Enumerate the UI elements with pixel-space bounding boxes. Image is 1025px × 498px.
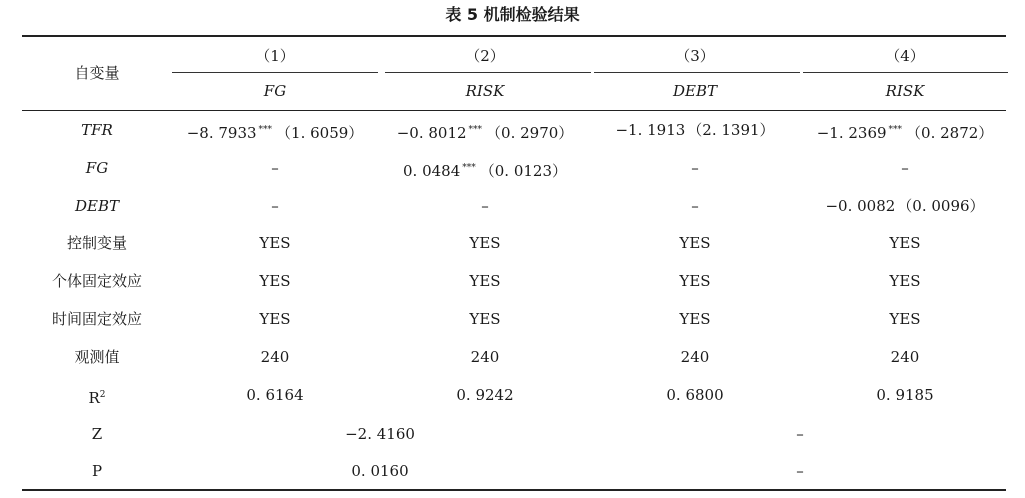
table-cell (172, 158, 378, 178)
row-label (22, 196, 172, 216)
table-cell (592, 385, 798, 405)
standard-error: （1. 6059） (276, 124, 364, 142)
coefficient: – (901, 159, 909, 177)
model-label: （3） (675, 47, 715, 65)
table-cell (802, 309, 1008, 329)
coefficient: 240 (470, 348, 500, 366)
table-cell (802, 120, 1008, 143)
coefficient: YES (679, 234, 711, 252)
table-cell (802, 385, 1008, 405)
dependent-variable: RISK (885, 82, 925, 100)
standard-error: （0. 0096） (897, 197, 985, 215)
row-label: Z (91, 425, 103, 443)
table-cell (802, 196, 1008, 216)
table-cell (592, 271, 798, 291)
coefficient: −1. 1913 (615, 121, 686, 139)
row-label (22, 309, 172, 329)
table-cell (592, 158, 798, 178)
coefficient: 0. 6164 (246, 386, 304, 404)
significance-stars: *** (462, 163, 476, 173)
standard-error: （0. 2970） (486, 124, 574, 142)
top-rule (22, 35, 1006, 37)
table-cell (592, 233, 798, 253)
model-4-underline (803, 72, 1008, 73)
coefficient: – (271, 159, 279, 177)
table-cell (592, 196, 798, 216)
table-cell (382, 271, 588, 291)
dependent-variable: FG (263, 82, 287, 100)
significance-stars: *** (258, 125, 273, 135)
bottom-rule (22, 489, 1006, 491)
coefficient: YES (259, 310, 291, 328)
table-cell (172, 233, 378, 253)
coefficient: YES (259, 234, 291, 252)
variable-header: 自变量 (74, 64, 120, 82)
coefficient: −8. 7933 (186, 124, 257, 142)
coefficient: YES (889, 234, 921, 252)
coefficient: YES (259, 272, 291, 290)
table-cell (172, 385, 378, 405)
standard-error: （0. 0123） (479, 162, 568, 180)
coefficient: – (481, 197, 489, 215)
table-cell (382, 309, 588, 329)
coefficient: YES (889, 272, 921, 290)
model-1-underline (172, 72, 378, 73)
model-3-underline (594, 72, 800, 73)
table-cell (172, 120, 378, 143)
row-label-text: 个体固定效应 (51, 272, 142, 290)
table-cell (172, 196, 378, 216)
table-cell (382, 347, 588, 367)
dependent-variable: RISK (465, 82, 505, 100)
merged-cell-left: 0. 0160 (351, 462, 409, 480)
header-rule (22, 110, 1006, 111)
row-label-text: FG (85, 159, 109, 177)
merged-cell-right: – (796, 462, 804, 480)
model-label: （1） (255, 47, 295, 65)
row-label-text: TFR (81, 121, 113, 139)
row-label: P (91, 462, 103, 480)
table-cell (592, 309, 798, 329)
table-title: 表 5 机制检验结果 (445, 5, 580, 24)
table-cell (802, 233, 1008, 253)
coefficient: YES (679, 272, 711, 290)
dependent-variable: DEBT (672, 82, 717, 100)
coefficient: YES (469, 234, 501, 252)
table-cell (382, 385, 588, 405)
coefficient: – (691, 197, 699, 215)
coefficient: 240 (260, 348, 290, 366)
row-label-text: 时间固定效应 (51, 310, 142, 328)
table-cell (382, 158, 588, 181)
standard-error: （2. 1391） (687, 121, 775, 139)
coefficient: YES (889, 310, 921, 328)
table-cell (172, 347, 378, 367)
row-label-superscript: 2 (99, 390, 106, 400)
coefficient: YES (469, 272, 501, 290)
model-label: （4） (885, 47, 925, 65)
table-cell (382, 120, 588, 143)
coefficient: – (271, 197, 279, 215)
coefficient: YES (469, 310, 501, 328)
row-label (22, 158, 172, 178)
coefficient: – (691, 159, 699, 177)
coefficient: 0. 9242 (456, 386, 514, 404)
row-label (22, 385, 172, 408)
significance-stars: *** (888, 125, 903, 135)
row-label-text: 控制变量 (66, 234, 127, 252)
table-cell (172, 309, 378, 329)
coefficient: 0. 0484 (402, 162, 461, 180)
table-cell (802, 347, 1008, 367)
coefficient: 0. 9185 (876, 386, 934, 404)
coefficient: −0. 8012 (396, 124, 467, 142)
row-label-text: R (88, 389, 100, 407)
table-cell (802, 271, 1008, 291)
coefficient: 240 (680, 348, 710, 366)
standard-error: （0. 2872） (906, 124, 994, 142)
model-label: （2） (465, 47, 505, 65)
row-label (22, 120, 172, 140)
row-label (22, 233, 172, 253)
table-cell (592, 347, 798, 367)
coefficient: YES (679, 310, 711, 328)
coefficient: −0. 0082 (825, 197, 896, 215)
significance-stars: *** (468, 125, 483, 135)
table-cell (382, 233, 588, 253)
merged-cell-right: – (796, 425, 804, 443)
row-label (22, 347, 172, 367)
merged-cell-left: −2. 4160 (345, 425, 415, 443)
coefficient: 240 (890, 348, 920, 366)
row-label (22, 271, 172, 291)
coefficient: −1. 2369 (816, 124, 887, 142)
table-cell (802, 158, 1008, 178)
table-cell (592, 120, 798, 140)
row-label-text: DEBT (74, 197, 119, 215)
table-cell (172, 271, 378, 291)
coefficient: 0. 6800 (666, 386, 724, 404)
model-2-underline (385, 72, 591, 73)
row-label-text: 观测值 (74, 348, 120, 366)
table-cell (382, 196, 588, 216)
